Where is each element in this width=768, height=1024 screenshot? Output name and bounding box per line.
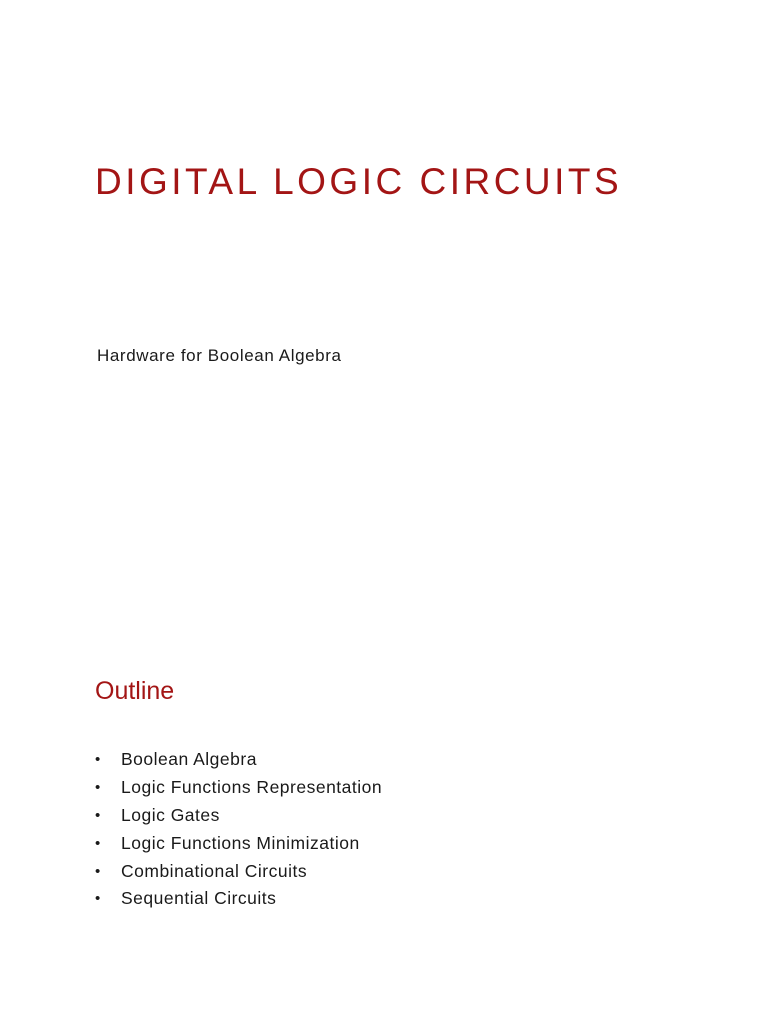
outline-item-logic-gates — [95, 802, 382, 830]
outline-item-label: Combinational Circuits — [121, 860, 308, 881]
outline-item-logic-functions-minimization — [95, 829, 382, 857]
document-title: DIGITAL LOGIC CIRCUITS — [95, 161, 623, 202]
outline-item-logic-functions-representation — [95, 774, 382, 802]
bullet-icon: • — [95, 751, 101, 769]
bullet-icon: • — [95, 779, 101, 797]
outline-list — [95, 746, 382, 913]
bullet-icon: • — [95, 862, 101, 880]
bullet-icon: • — [95, 834, 101, 852]
outline-item-sequential-circuits — [95, 885, 382, 913]
outline-item-boolean-algebra — [95, 746, 382, 774]
bullet-icon: • — [95, 890, 101, 908]
outline-item-label: Sequential Circuits — [121, 888, 277, 909]
outline-item-label: Boolean Algebra — [121, 749, 257, 770]
outline-item-combinational-circuits — [95, 857, 382, 885]
document-subtitle: Hardware for Boolean Algebra — [97, 346, 342, 365]
outline-heading: Outline — [95, 677, 175, 705]
outline-item-label: Logic Gates — [121, 804, 220, 825]
bullet-icon: • — [95, 806, 101, 824]
outline-item-label: Logic Functions Representation — [121, 777, 383, 798]
outline-item-label: Logic Functions Minimization — [121, 832, 360, 853]
